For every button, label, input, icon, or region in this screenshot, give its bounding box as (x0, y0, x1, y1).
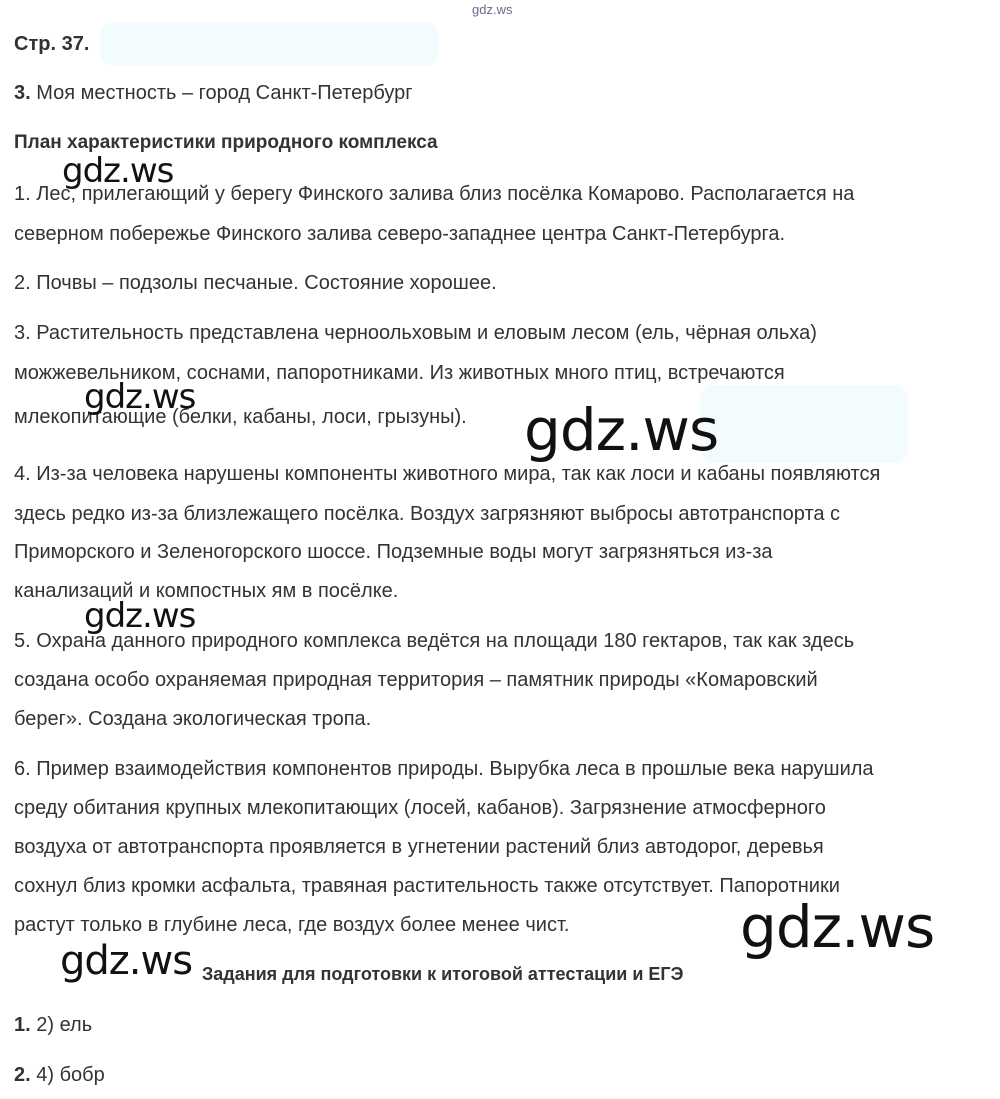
watermark-2: gdz.ws (84, 377, 196, 417)
answer-1-text: 2) ель (36, 1014, 93, 1036)
answer-1 (14, 1013, 92, 1037)
task-3-title: Моя местность – город Санкт-Петербург (36, 82, 413, 104)
highlight-band-middle (700, 385, 908, 463)
answer-2 (14, 1063, 105, 1087)
text-line-15: среду обитания крупных млекопитающих (лосей, кабанов). Загрязнение атмосферного (14, 797, 826, 819)
text-line-16: воздуха от автотранспорта проявляется в угнетении растений близ автодорог, деревья (14, 836, 824, 858)
text-line-8: здесь редко из-за близлежащего посёлка. Воздух загрязняют выбросы автотранспорта с (14, 503, 841, 525)
exam-heading: Задания для подготовки к итоговой аттестации и ЕГЭ (202, 964, 684, 984)
text-line-1: 1. Лес, прилегающий у берегу Финского залива близ посёлка Комарово. Располагается на (14, 183, 855, 205)
page-reference: Стр. 37. (14, 33, 90, 55)
text-line-9: Приморского и Зеленогорского шоссе. Подземные воды могут загрязняться из-за (14, 541, 773, 563)
text-line-4: 3. Растительность представлена черноольховым и еловым лесом (ель, чёрная ольха) (14, 322, 817, 344)
text-line-18: растут только в глубине леса, где воздух более менее чист. (14, 914, 570, 936)
watermark-3: gdz.ws (524, 396, 719, 464)
text-line-10: канализаций и компостных ям в посёлке. (14, 580, 399, 602)
watermark-top: gdz.ws (472, 2, 513, 17)
answer-2-number: 2. (14, 1064, 31, 1086)
text-line-6: млекопитающие (белки, кабаны, лоси, грызуны). (14, 406, 467, 428)
highlight-band-top (100, 22, 438, 66)
text-line-7: 4. Из-за человека нарушены компоненты животного мира, так как лоси и кабаны появляются (14, 463, 881, 485)
text-line-2: северном побережье Финского залива северо-западнее центра Санкт-Петербурга. (14, 223, 786, 245)
text-line-11: 5. Охрана данного природного комплекса ведётся на площади 180 гектаров, так как здесь (14, 630, 855, 652)
watermark-1: gdz.ws (62, 151, 174, 191)
text-line-13: берег». Создана экологическая тропа. (14, 708, 372, 730)
answer-2-text: 4) бобр (36, 1064, 105, 1086)
plan-heading: План характеристики природного комплекса (14, 132, 438, 153)
task-3-line (14, 81, 413, 105)
watermark-6: gdz.ws (60, 938, 193, 984)
text-line-3: 2. Почвы – подзолы песчаные. Состояние хорошее. (14, 272, 497, 294)
watermark-5: gdz.ws (740, 893, 935, 961)
text-line-5: можжевельником, соснами, папоротниками. Из животных много птиц, встречаются (14, 362, 785, 384)
task-3-number: 3. (14, 82, 31, 104)
watermark-4: gdz.ws (84, 596, 196, 636)
text-line-17: сохнул близ кромки асфальта, травяная растительность также отсутствует. Папоротники (14, 875, 840, 897)
answer-1-number: 1. (14, 1014, 31, 1036)
text-line-12: создана особо охраняемая природная территория – памятник природы «Комаровский (14, 669, 818, 691)
text-line-14: 6. Пример взаимодействия компонентов природы. Вырубка леса в прошлые века нарушила (14, 758, 874, 780)
